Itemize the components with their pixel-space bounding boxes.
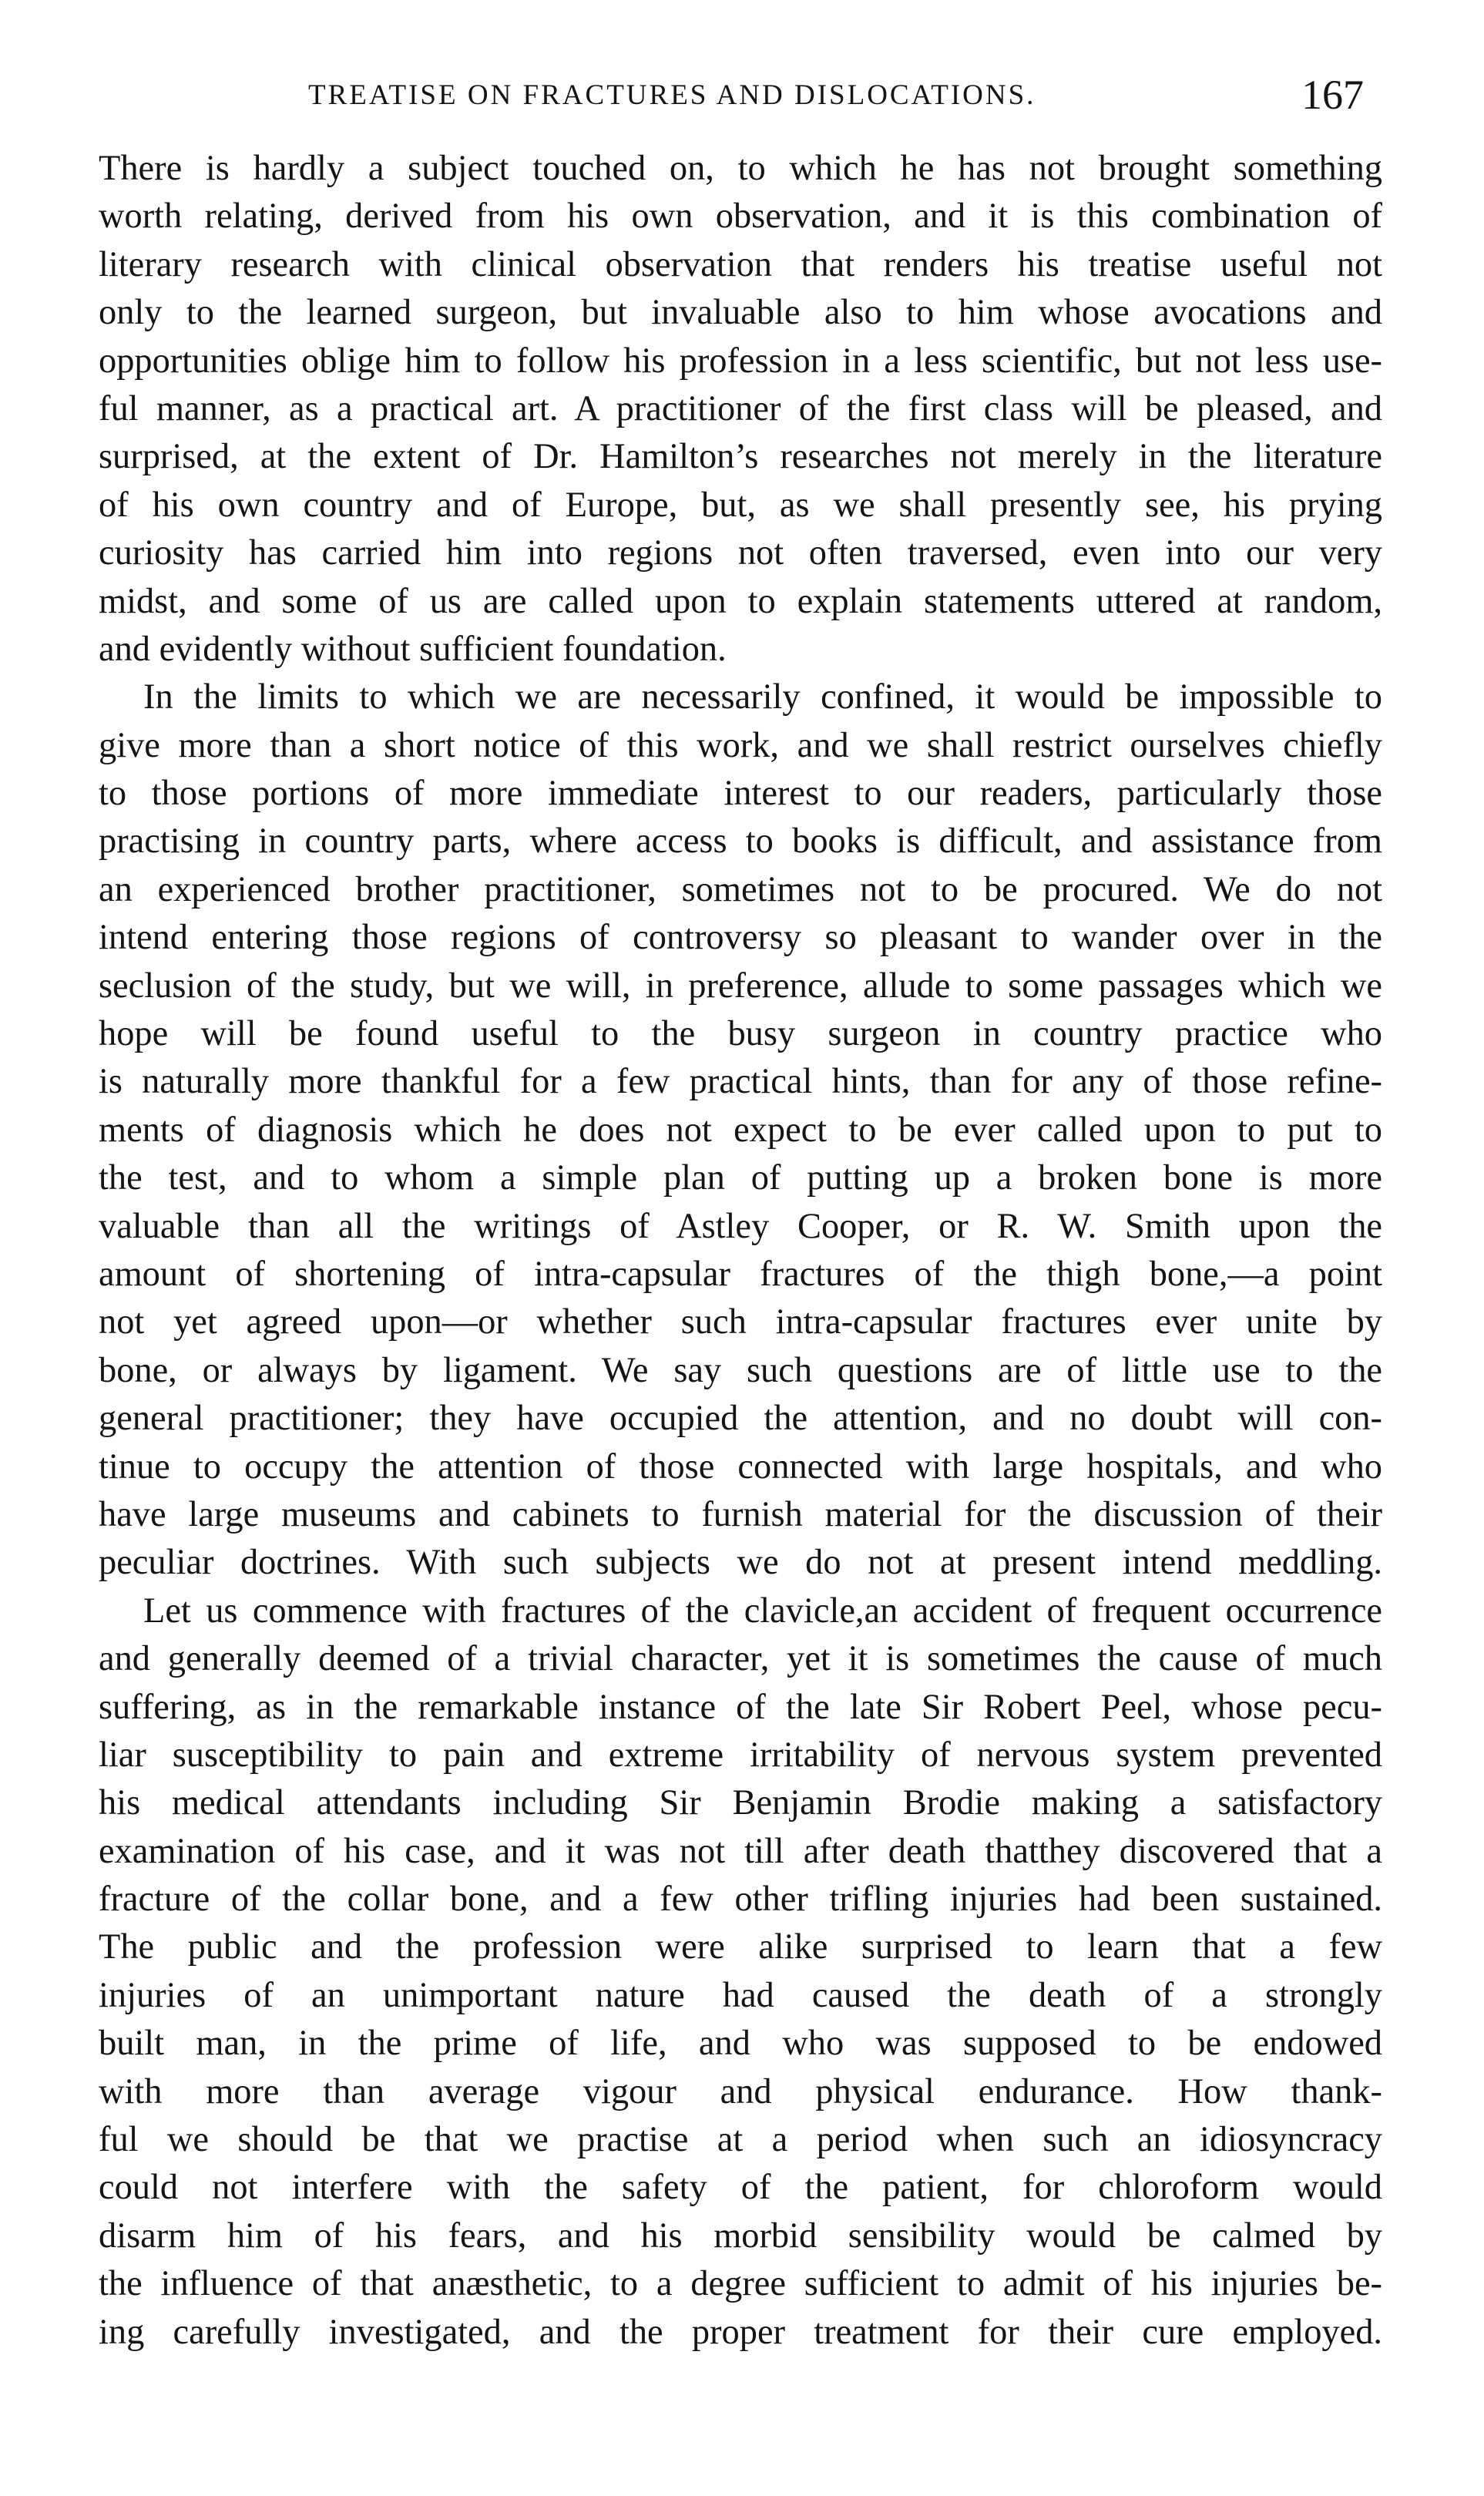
text-line: ful manner, as a practical art. A practitioner of the first class will be pleased, and	[99, 388, 1382, 428]
text-line: have large museums and cabinets to furnish material for the discussion of their	[99, 1494, 1382, 1534]
text-line: surprised, at the extent of Dr. Hamilton’s researches not merely in the literature	[99, 437, 1382, 477]
text-line: could not interfere with the safety of the patient, for chloroform would	[99, 2168, 1382, 2208]
text-line: to those portions of more immediate interest to our readers, particularly those	[99, 774, 1382, 814]
text-line: is naturally more thankful for a few practical hints, than for any of those refine-	[99, 1062, 1382, 1102]
text-line: worth relating, derived from his own observation, and it is this combination of	[99, 197, 1382, 237]
text-line: injuries of an unimportant nature had caused the death of a strongly	[99, 1975, 1382, 2015]
running-title: TREATISE ON FRACTURES AND DISLOCATIONS.	[308, 79, 1036, 111]
page-number: 167	[1301, 72, 1364, 118]
text-line: literary research with clinical observation that renders his treatise useful not	[99, 244, 1382, 284]
text-line: and generally deemed of a trivial character, yet it is sometimes the cause of much	[99, 1639, 1382, 1679]
text-line: fracture of the collar bone, and a few other trifling injuries had been sustained.	[99, 1880, 1382, 1920]
text-line: In the limits to which we are necessarily confined, it would be impossible to	[143, 677, 1382, 717]
text-line: disarm him of his fears, and his morbid sensibility would be calmed by	[99, 2215, 1382, 2256]
text-line: Let us commence with fractures of the clavicle,an accident of frequent occurrence	[143, 1591, 1382, 1631]
text-line: curiosity has carried him into regions not often traversed, even into our very	[99, 533, 1382, 573]
text-line: valuable than all the writings of Astley Cooper, or R. W. Smith upon the	[99, 1206, 1382, 1246]
text-line: suffering, as in the remarkable instance of the late Sir Robert Peel, whose pecu-	[99, 1687, 1382, 1727]
text-line: amount of shortening of intra-capsular fractures of the thigh bone,—a point	[99, 1254, 1382, 1294]
text-line: give more than a short notice of this work, and we shall restrict ourselves chiefly	[99, 725, 1382, 765]
text-line: tinue to occupy the attention of those connected with large hospitals, and who	[99, 1446, 1382, 1487]
text-line: practising in country parts, where access to books is difficult, and assistance from	[99, 821, 1382, 862]
text-line: the influence of that anæsthetic, to a degree sufficient to admit of his injuries be-	[99, 2264, 1382, 2304]
text-line: midst, and some of us are called upon to explain statements uttered at random,	[99, 581, 1382, 621]
text-line: and evidently without sufficient foundation.	[99, 629, 727, 669]
running-head	[99, 74, 1378, 128]
text-line: ful we should be that we practise at a period when such an idiosyncracy	[99, 2120, 1382, 2160]
text-line: ing carefully investigated, and the proper treatment for their cure employed.	[99, 2312, 1382, 2352]
text-line: ments of diagnosis which he does not expect to be ever called upon to put to	[99, 1110, 1382, 1150]
body-text	[99, 145, 1382, 2357]
text-line: hope will be found useful to the busy surgeon in country practice who	[99, 1014, 1382, 1054]
text-line: bone, or always by ligament. We say such questions are of little use to the	[99, 1350, 1382, 1390]
text-line: only to the learned surgeon, but invaluable also to him whose avocations and	[99, 293, 1382, 333]
text-line: built man, in the prime of life, and who was supposed to be endowed	[99, 2024, 1382, 2064]
text-line: examination of his case, and it was not till after death thatthey discovered that a	[99, 1831, 1382, 1871]
text-line: peculiar doctrines. With such subjects we do not at present intend meddling.	[99, 1543, 1382, 1583]
text-line: the test, and to whom a simple plan of putting up a broken bone is more	[99, 1158, 1382, 1198]
text-line: The public and the profession were alike surprised to learn that a few	[99, 1927, 1382, 1967]
text-line: not yet agreed upon—or whether such intra-capsular fractures ever unite by	[99, 1302, 1382, 1342]
text-line: of his own country and of Europe, but, as we shall presently see, his prying	[99, 485, 1382, 525]
text-line: opportunities oblige him to follow his profession in a less scientific, but not less use-	[99, 341, 1382, 381]
text-line: intend entering those regions of controversy so pleasant to wander over in the	[99, 918, 1382, 958]
text-line: There is hardly a subject touched on, to which he has not brought something	[99, 149, 1382, 188]
text-line: his medical attendants including Sir Benjamin Brodie making a satisfactory	[99, 1783, 1382, 1823]
text-line: an experienced brother practitioner, sometimes not to be procured. We do not	[99, 869, 1382, 909]
text-line: seclusion of the study, but we will, in preference, allude to some passages which we	[99, 966, 1382, 1006]
text-line: liar susceptibility to pain and extreme irritability of nervous system prevented	[99, 1735, 1382, 1775]
text-line: with more than average vigour and physical endurance. How thank-	[99, 2071, 1382, 2111]
text-line: general practitioner; they have occupied the attention, and no doubt will con-	[99, 1399, 1382, 1439]
